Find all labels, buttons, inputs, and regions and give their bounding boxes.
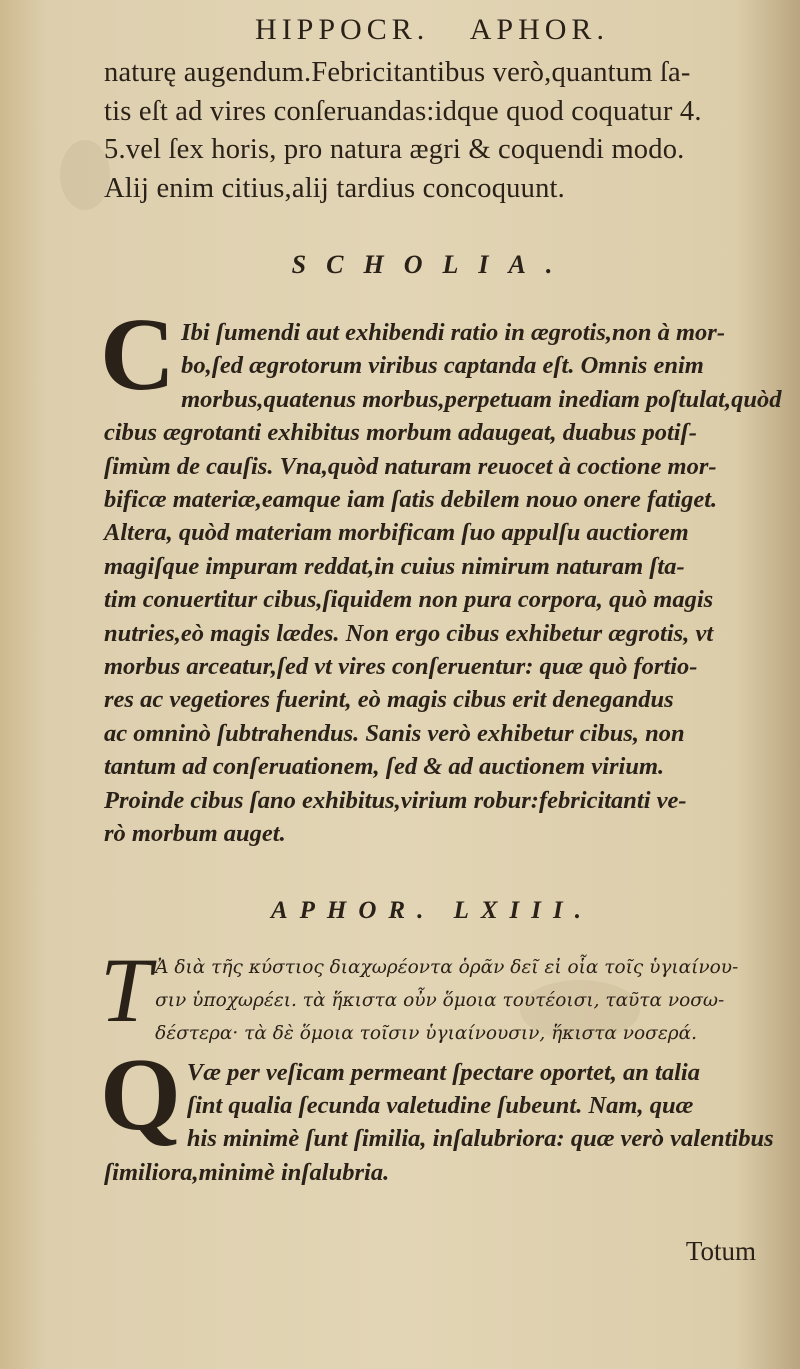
text-line: bificæ materiæ,eamque iam ſatis debilem nouo onere fatiget. bbox=[104, 486, 718, 514]
text-line: his minimè ſunt ſimilia, inſalubriora: quæ verò valentibus bbox=[186, 1125, 774, 1153]
text-line: σιν ὑποχωρέει. τὰ ἥκιστα οὖν ὅμοια τουτέοισι, ταῦτα νοσω- bbox=[155, 989, 725, 1011]
text-line: Ἀ διὰ τῆς κύστιος διαχωρέοντα ὁρᾶν δεῖ εἰ οἷα τοῖς ὑγιαίνου- bbox=[155, 956, 739, 978]
text-line: tim conuertitur cibus,ſiquidem non pura corpora, quò magis bbox=[104, 586, 714, 614]
text-line: res ac vegetiores fuerint, eò magis cibus erit denegandus bbox=[104, 686, 674, 714]
text-line: 5.vel ſex horis, pro natura ægri & coquendi modo. bbox=[104, 134, 685, 165]
text-line: Altera, quòd materiam morbificam ſuo appulſu auctiorem bbox=[104, 519, 689, 547]
greek-text bbox=[100, 938, 760, 1050]
text-line: tis eſt ad vires conſeruandas:idque quod coquatur 4. bbox=[104, 95, 702, 127]
aphorism-heading: APHOR. LXIII. bbox=[270, 896, 593, 924]
text-line: magiſque impuram reddat,in cuius nimirum naturam ſta- bbox=[104, 552, 685, 580]
text-line: morbus,quatenus morbus,perpetuam inediam poſtulat,quòd bbox=[181, 385, 782, 413]
paper-stain bbox=[60, 140, 110, 210]
scholia-paragraph bbox=[100, 297, 782, 851]
text-line: tantum ad conſeruationem, ſed & ad auctionem virium. bbox=[104, 753, 665, 781]
catchword: Totum bbox=[685, 1236, 756, 1266]
scholia-heading: SCHOLIA. bbox=[291, 250, 573, 279]
drop-cap: Q bbox=[100, 1036, 181, 1152]
text-line: morbus arceatur,ſed vt vires conſeruentur: quæ quò fortio- bbox=[104, 653, 698, 681]
running-head-right: APHOR. bbox=[469, 13, 609, 46]
text-line: ſint qualia ſecunda valetudine ſubeunt. Nam, quæ bbox=[186, 1091, 694, 1119]
text-line: nutries,eò magis lædes. Non ergo cibus exhibetur ægrotis, vt bbox=[104, 619, 714, 647]
text-line: Væ per veſicam permeant ſpectare oportet, an talia bbox=[186, 1058, 700, 1086]
text-line: naturę augendum.Febricitantibus verò,quantum ſa- bbox=[104, 57, 691, 88]
text-line: Ibi ſumendi aut exhibendi ratio in ægrotis,non à mor- bbox=[181, 319, 725, 346]
intro-paragraph bbox=[104, 54, 760, 208]
drop-cap: T bbox=[100, 938, 152, 1041]
running-head bbox=[104, 6, 760, 54]
text-line: δέστερα· τὰ δὲ ὅμοια τοῖσιν ὑγιαίνουσιν, ἥκιστα νοσερά. bbox=[155, 1022, 697, 1044]
text-line: Proinde cibus ſano exhibitus,virium robur:febricitanti ve- bbox=[104, 786, 687, 814]
drop-cap: C bbox=[100, 297, 176, 412]
latin-translation bbox=[100, 1036, 774, 1190]
text-line: ſimiliora,minimè inſalubria. bbox=[104, 1158, 390, 1186]
text-line: rò morbum auget. bbox=[104, 820, 286, 848]
text-line: Alij enim citius,alij tardius concoquunt. bbox=[104, 172, 565, 204]
text-line: cibus ægrotanti exhibitus morbum adaugeat, duabus potiſ- bbox=[104, 419, 697, 447]
running-head-left: HIPPOCR. bbox=[255, 13, 430, 46]
text-line: ſimùm de cauſis. Vna,quòd naturam reuocet à coctione mor- bbox=[104, 452, 717, 480]
text-line: bo,ſed ægrotorum viribus captanda eſt. Omnis enim bbox=[181, 352, 704, 380]
text-line: ac omninò ſubtrahendus. Sanis verò exhibetur cibus, non bbox=[104, 719, 685, 747]
